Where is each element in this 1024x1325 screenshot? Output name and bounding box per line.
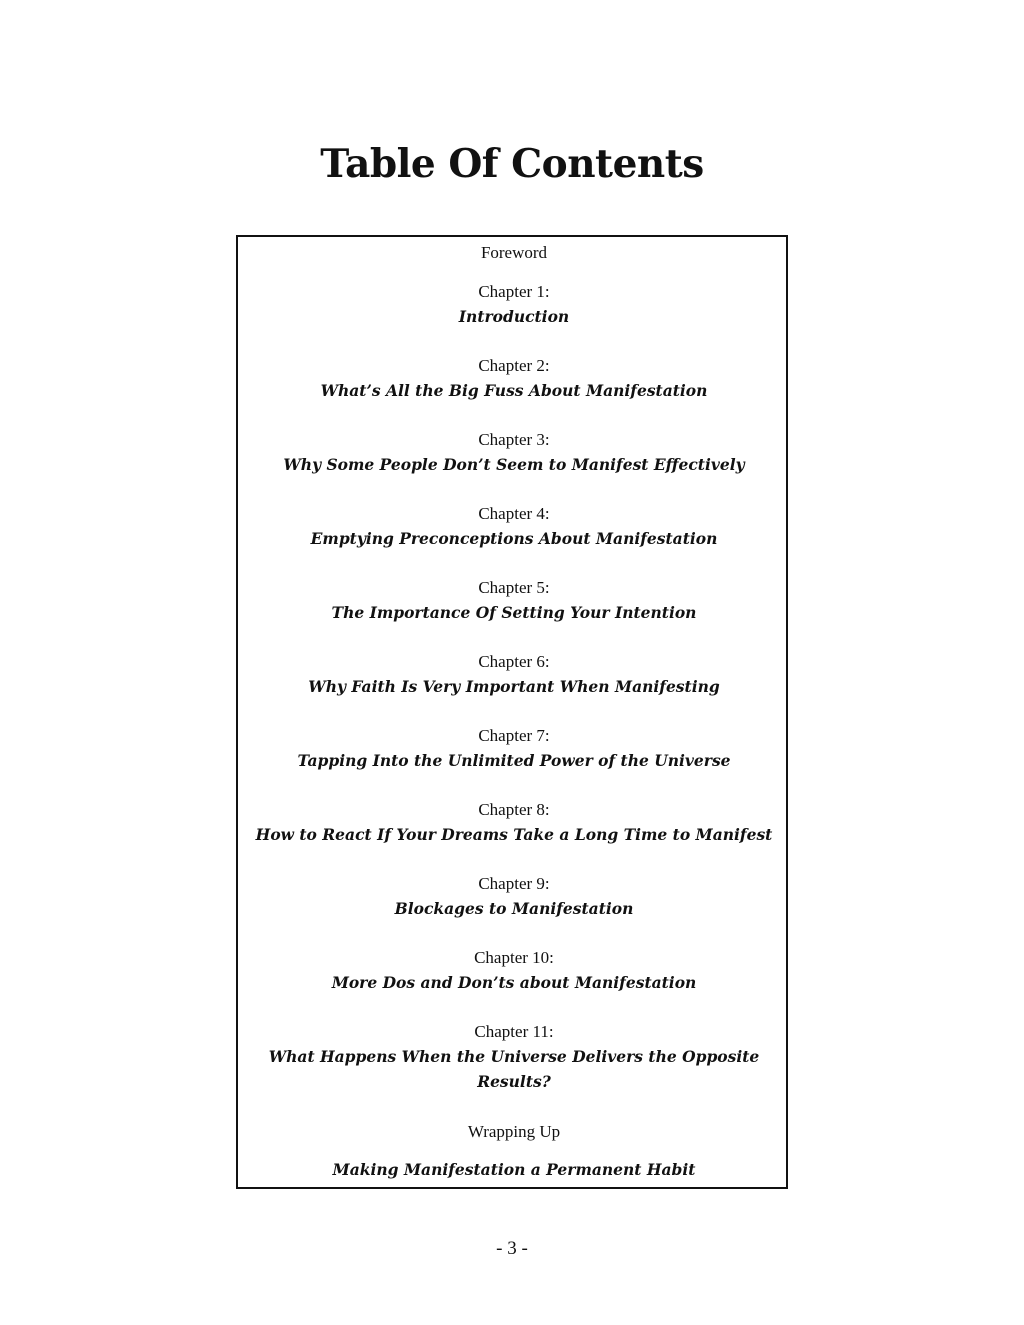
toc-wrapping-up-title: Making Manifestation a Permanent Habit (332, 1160, 696, 1179)
toc-chapter-5-title: The Importance Of Setting Your Intention (331, 603, 697, 622)
toc-chapter-6-title: Why Faith Is Very Important When Manifesting (308, 677, 720, 696)
toc-chapter-4-label: Chapter 4: (478, 504, 550, 523)
toc-chapter-2-label: Chapter 2: (478, 356, 550, 375)
toc-chapter-10-title: More Dos and Don’ts about Manifestation (331, 973, 697, 992)
toc-chapter-8-label: Chapter 8: (478, 800, 550, 819)
toc-chapter-8-title: How to React If Your Dreams Take a Long Time to Manifest (255, 825, 773, 844)
toc-chapter-2-title: What’s All the Big Fuss About Manifestation (320, 381, 708, 400)
toc-chapter-11-title-line-1: What Happens When the Universe Delivers the Opposite (268, 1047, 760, 1066)
toc-chapter-5-label: Chapter 5: (478, 578, 550, 597)
toc-chapter-7-title: Tapping Into the Unlimited Power of the Universe (297, 751, 731, 770)
toc-wrapping-up-label: Wrapping Up (467, 1122, 561, 1141)
toc-chapter-6-label: Chapter 6: (478, 652, 550, 671)
page-number: - 3 - (496, 1238, 528, 1259)
toc-chapter-1-label: Chapter 1: (478, 282, 550, 301)
toc-chapter-3-title: Why Some People Don’t Seem to Manifest Effectively (283, 455, 745, 474)
toc-chapter-9-title: Blockages to Manifestation (394, 899, 634, 918)
table-of-contents (236, 235, 788, 1189)
toc-chapter-7-label: Chapter 7: (478, 726, 550, 745)
toc-chapter-11-title-line-2: Results? (477, 1072, 551, 1091)
toc-chapter-11-label: Chapter 11: (474, 1022, 554, 1041)
page-title: Table Of Contents (320, 141, 704, 187)
toc-chapter-9-label: Chapter 9: (478, 874, 550, 893)
toc-chapter-1-title: Introduction (458, 307, 570, 326)
toc-chapter-10-label: Chapter 10: (474, 948, 554, 967)
toc-chapter-4-title: Emptying Preconceptions About Manifestation (310, 529, 718, 548)
toc-chapter-3-label: Chapter 3: (478, 430, 550, 449)
toc-foreword: Foreword (480, 243, 548, 262)
